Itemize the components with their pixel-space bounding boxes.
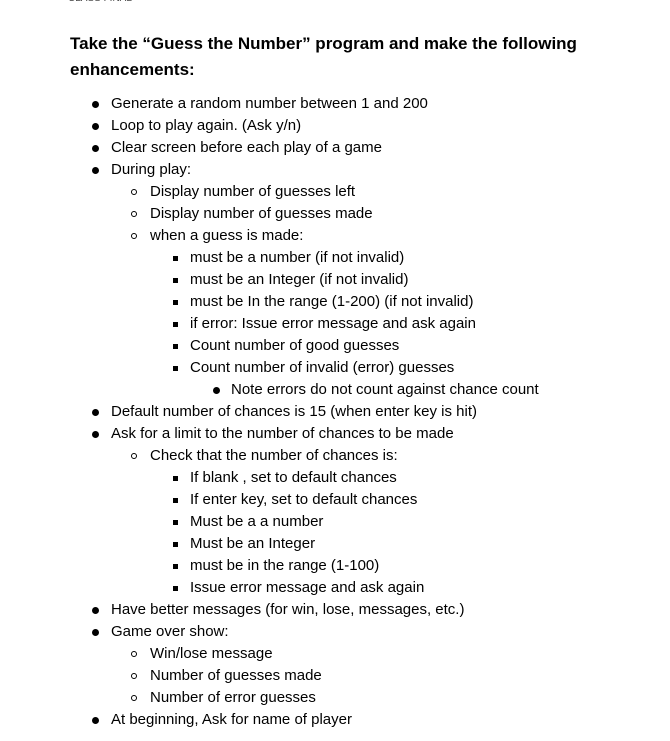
square-marker-icon — [168, 555, 182, 577]
list-item — [0, 709, 670, 731]
bullet-marker-icon — [88, 115, 102, 137]
list-item-text: must be In the range (1-200) (if not invalid) — [190, 293, 474, 310]
list-item-text: Check that the number of chances is: — [150, 447, 398, 464]
square-marker-icon — [168, 269, 182, 291]
circle-marker-icon — [127, 203, 141, 225]
square-marker-icon — [168, 357, 182, 379]
list-item — [0, 335, 670, 357]
circle-marker-icon — [127, 643, 141, 665]
list-item-text: must be an Integer (if not invalid) — [190, 271, 409, 288]
list-item — [0, 225, 670, 247]
list-item — [0, 445, 670, 467]
list-item-text: If blank , set to default chances — [190, 469, 397, 486]
list-item-text: Number of error guesses — [150, 689, 316, 706]
list-item-text: Note errors do not count against chance count — [231, 381, 539, 398]
list-item — [0, 643, 670, 665]
list-item — [0, 489, 670, 511]
list-item — [0, 423, 670, 445]
square-marker-icon — [168, 247, 182, 269]
list-item-text: Must be an Integer — [190, 535, 316, 552]
requirements-list — [0, 93, 670, 731]
list-item-text: If enter key, set to default chances — [190, 491, 418, 508]
bullet-marker-icon — [88, 599, 102, 621]
list-item — [0, 115, 670, 137]
square-marker-icon — [168, 489, 182, 511]
list-item-text: must be in the range (1-100) — [190, 557, 380, 574]
list-item-text: Count number of invalid (error) guesses — [190, 359, 455, 376]
square-marker-icon — [168, 291, 182, 313]
bullet-marker-icon — [88, 401, 102, 423]
list-item-text: Generate a random number between 1 and 200 — [111, 95, 428, 112]
circle-marker-icon — [127, 225, 141, 247]
list-item-text: Default number of chances is 15 (when enter key is hit) — [111, 403, 478, 420]
square-marker-icon — [168, 511, 182, 533]
list-item — [0, 533, 670, 555]
circle-marker-icon — [127, 181, 141, 203]
document-title: Take the “Guess the Number” program and make the following enhancements: — [70, 34, 577, 79]
list-item-text: Loop to play again. (Ask y/n) — [111, 117, 302, 134]
list-item — [0, 247, 670, 269]
list-item-text: Ask for a limit to the number of chances to be made — [111, 425, 454, 442]
square-marker-icon — [168, 313, 182, 335]
bullet-marker-icon — [209, 379, 223, 401]
list-item — [0, 665, 670, 687]
list-item-text: must be a number (if not invalid) — [190, 249, 405, 266]
circle-marker-icon — [127, 665, 141, 687]
list-item-text: Game over show: — [111, 623, 229, 640]
square-marker-icon — [168, 335, 182, 357]
bullet-marker-icon — [88, 137, 102, 159]
list-item-text: Display number of guesses left — [150, 183, 356, 200]
circle-marker-icon — [127, 687, 141, 709]
bullet-marker-icon — [88, 709, 102, 731]
bullet-marker-icon — [88, 423, 102, 445]
list-item — [0, 379, 670, 401]
list-item-text: Count number of good guesses — [190, 337, 400, 354]
list-item — [0, 621, 670, 643]
list-item — [0, 467, 670, 489]
list-item — [0, 577, 670, 599]
list-item — [0, 555, 670, 577]
list-item — [0, 181, 670, 203]
list-item-text: when a guess is made: — [150, 227, 304, 244]
list-item-text: Issue error message and ask again — [190, 579, 425, 596]
list-item — [0, 159, 670, 181]
list-item — [0, 203, 670, 225]
list-item-text: Win/lose message — [150, 645, 273, 662]
bullet-marker-icon — [88, 93, 102, 115]
list-item — [0, 357, 670, 379]
list-item — [0, 687, 670, 709]
square-marker-icon — [168, 467, 182, 489]
list-item — [0, 599, 670, 621]
circle-marker-icon — [127, 445, 141, 467]
list-item-text: During play: — [111, 161, 192, 178]
list-item-text: Have better messages (for win, lose, messages, etc.) — [111, 601, 465, 618]
list-item — [0, 93, 670, 115]
list-item — [0, 313, 670, 335]
square-marker-icon — [168, 577, 182, 599]
list-item-text: Number of guesses made — [150, 667, 322, 684]
list-item — [0, 269, 670, 291]
list-item-text: Display number of guesses made — [150, 205, 373, 222]
list-item-text: if error: Issue error message and ask again — [190, 315, 476, 332]
square-marker-icon — [168, 533, 182, 555]
page-header-fragment — [68, 0, 138, 1]
bullet-marker-icon — [88, 159, 102, 181]
bullet-marker-icon — [88, 621, 102, 643]
list-item-text: At beginning, Ask for name of player — [111, 711, 352, 728]
list-item-text: Clear screen before each play of a game — [111, 139, 382, 156]
list-item — [0, 291, 670, 313]
list-item-text: Must be a a number — [190, 513, 324, 530]
list-item — [0, 137, 670, 159]
list-item — [0, 401, 670, 423]
list-item — [0, 511, 670, 533]
